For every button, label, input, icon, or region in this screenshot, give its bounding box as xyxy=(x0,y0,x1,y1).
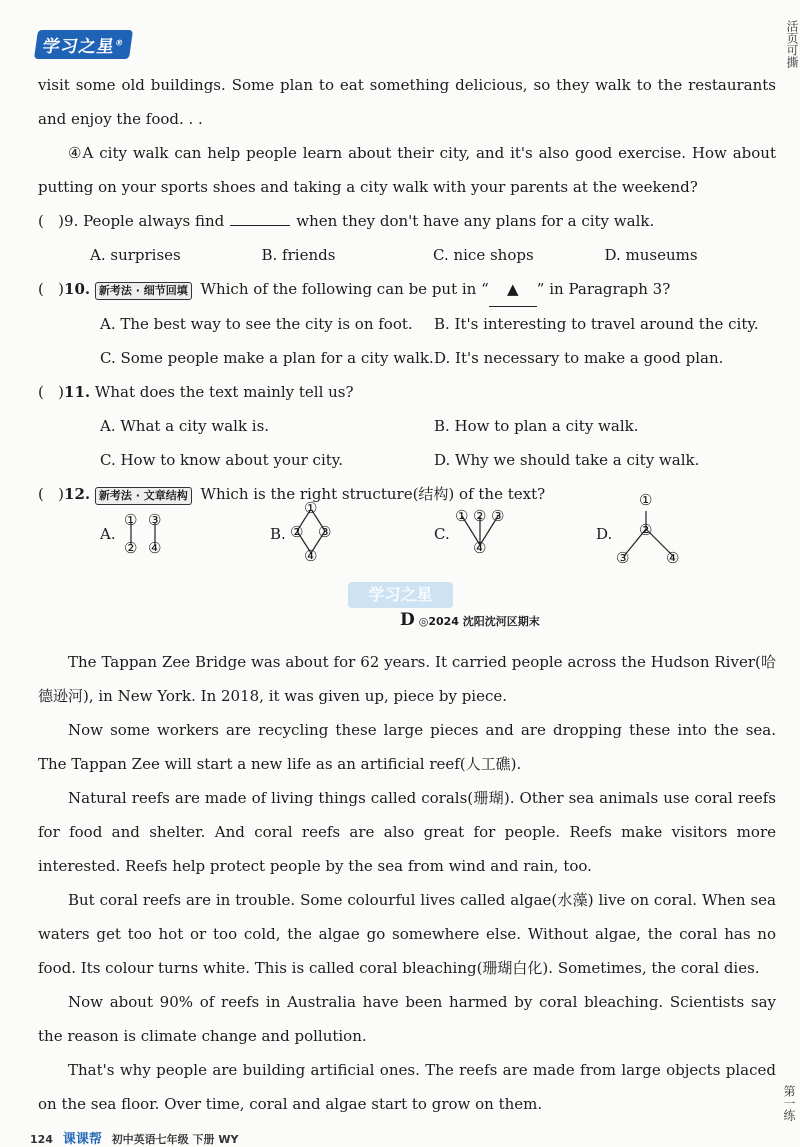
option-d[interactable]: D. It's necessary to make a good plan. xyxy=(434,349,724,367)
option-a[interactable]: A. What a city walk is. xyxy=(100,417,270,435)
watermark-logo: 学习之星 xyxy=(348,582,453,608)
brand-name: 课课帮 xyxy=(62,1132,102,1147)
diagram-b-node-2: ② xyxy=(290,523,304,541)
diagram-d-node-1: ① xyxy=(639,491,653,509)
option-a[interactable]: A. The best way to see the city is on foot. xyxy=(100,315,413,333)
side-tab-tear-off: 活页可撕 xyxy=(785,20,799,68)
diagram-b-node-1: ① xyxy=(304,499,318,517)
diagram-c-node-1: ① xyxy=(455,507,469,525)
option-b[interactable]: B. How to plan a city walk. xyxy=(434,417,639,435)
question-11-options-row-1 xyxy=(38,409,776,443)
question-11-options-row-2 xyxy=(38,443,776,477)
diagram-c-node-3: ③ xyxy=(491,507,505,525)
passage-c-continued: visit some old buildings. Some plan to eat something delicious, so they walk to the restaurants and enjoy the food. . . xyxy=(38,76,776,128)
diagram-a-node-4: ④ xyxy=(148,539,162,557)
series-name: 初中英语七年级 下册 WY xyxy=(111,1133,239,1146)
diagram-label-b[interactable]: B. xyxy=(270,525,286,543)
question-type-tag: 新考法 · 细节回填 xyxy=(95,282,192,300)
section-heading-d: D ◎2024 沈阳沈河区期末 xyxy=(400,610,540,630)
diagram-d-node-3: ③ xyxy=(616,549,630,567)
option-c[interactable]: C. How to know about your city. xyxy=(100,451,344,469)
option-c[interactable]: C. nice shops xyxy=(433,246,534,264)
passage-d-paragraph: But coral reefs are in trouble. Some colourful lives called algae(水藻) live on coral. When sea waters get too hot or too cold, the algae go somewhere else. Without algae, the coral has no food. Its colour turns white. This is called coral bleaching(珊瑚白化). Sometimes, the coral dies. xyxy=(38,891,776,977)
diagram-a-node-1: ① xyxy=(124,511,138,529)
option-c[interactable]: C. Some people make a plan for a city walk. xyxy=(100,349,434,367)
option-b[interactable]: B. friends xyxy=(261,246,336,264)
option-d[interactable]: D. museums xyxy=(604,246,698,264)
diagram-b-node-4: ④ xyxy=(304,547,318,565)
question-12: ( )12. 新考法 · 文章结构 Which is the right structure(结构) of the text? xyxy=(38,485,546,503)
question-11: ( )11. What does the text mainly tell us? xyxy=(38,383,354,401)
answer-blank[interactable] xyxy=(230,211,290,226)
diagram-b-node-3: ③ xyxy=(318,523,332,541)
source-label: ◎2024 沈阳沈河区期末 xyxy=(418,615,540,628)
diagram-c-node-4: ④ xyxy=(473,539,487,557)
diagram-d-node-2: ② xyxy=(639,521,653,539)
option-b[interactable]: B. It's interesting to travel around the city. xyxy=(434,315,759,333)
option-a[interactable]: A. surprises xyxy=(90,246,181,264)
page-content xyxy=(38,68,776,611)
page-number: 124 xyxy=(30,1133,53,1146)
side-tab-lesson: 第一练 xyxy=(782,1085,796,1121)
passage-d-paragraph: Now about 90% of reefs in Australia have been harmed by coral bleaching. Scientists say the reason is climate change and pollution. xyxy=(38,993,776,1045)
question-9-options xyxy=(38,238,776,272)
triangle-blank: ▲ xyxy=(489,272,537,307)
diagram-label-d[interactable]: D. xyxy=(596,525,613,543)
question-10-options-row-1 xyxy=(38,307,776,341)
passage-d-paragraph: The Tappan Zee Bridge was about for 62 years. It carried people across the Hudson River(哈德逊河), in New York. In 2018, it was given up, piece by piece. xyxy=(38,653,776,705)
question-type-tag: 新考法 · 文章结构 xyxy=(95,487,192,505)
diagram-c-node-2: ② xyxy=(473,507,487,525)
diagram-label-c[interactable]: C. xyxy=(434,525,450,543)
page-footer xyxy=(30,1128,238,1147)
passage-d-paragraph: Now some workers are recycling these large pieces and are dropping these into the sea. The Tappan Zee will start a new life as an artificial reef(人工礁). xyxy=(38,721,776,773)
diagram-a-node-3: ③ xyxy=(148,511,162,529)
passage-d-paragraph: Natural reefs are made of living things called corals(珊瑚). Other sea animals use coral reefs for food and shelter. And coral reefs are also great for people. Reefs make visitors more interested. Reefs help protect people by the sea from wind and rain, too. xyxy=(38,789,776,875)
question-10: ( )10. 新考法 · 细节回填 Which of the following can be put in “ ▲ ” in Paragraph 3? xyxy=(38,272,776,307)
publisher-logo: 学习之星® xyxy=(34,30,133,59)
question-10-options-row-2 xyxy=(38,341,776,375)
passage-d xyxy=(38,645,776,1121)
question-9: ( )9. People always find when they don't have any plans for a city walk. xyxy=(38,212,655,230)
diagram-a-node-2: ② xyxy=(124,539,138,557)
option-d[interactable]: D. Why we should take a city walk. xyxy=(434,451,700,469)
passage-c-paragraph-4: ④A city walk can help people learn about their city, and it's also good exercise. How about putting on your sports shoes and taking a city walk with your parents at the weekend? xyxy=(38,144,776,196)
diagram-label-a[interactable]: A. xyxy=(100,525,116,543)
diagram-d-node-4: ④ xyxy=(666,549,680,567)
passage-d-paragraph: That's why people are building artificial ones. The reefs are made from large objects placed on the sea floor. Over time, coral and algae start to grow on them. xyxy=(38,1061,776,1113)
